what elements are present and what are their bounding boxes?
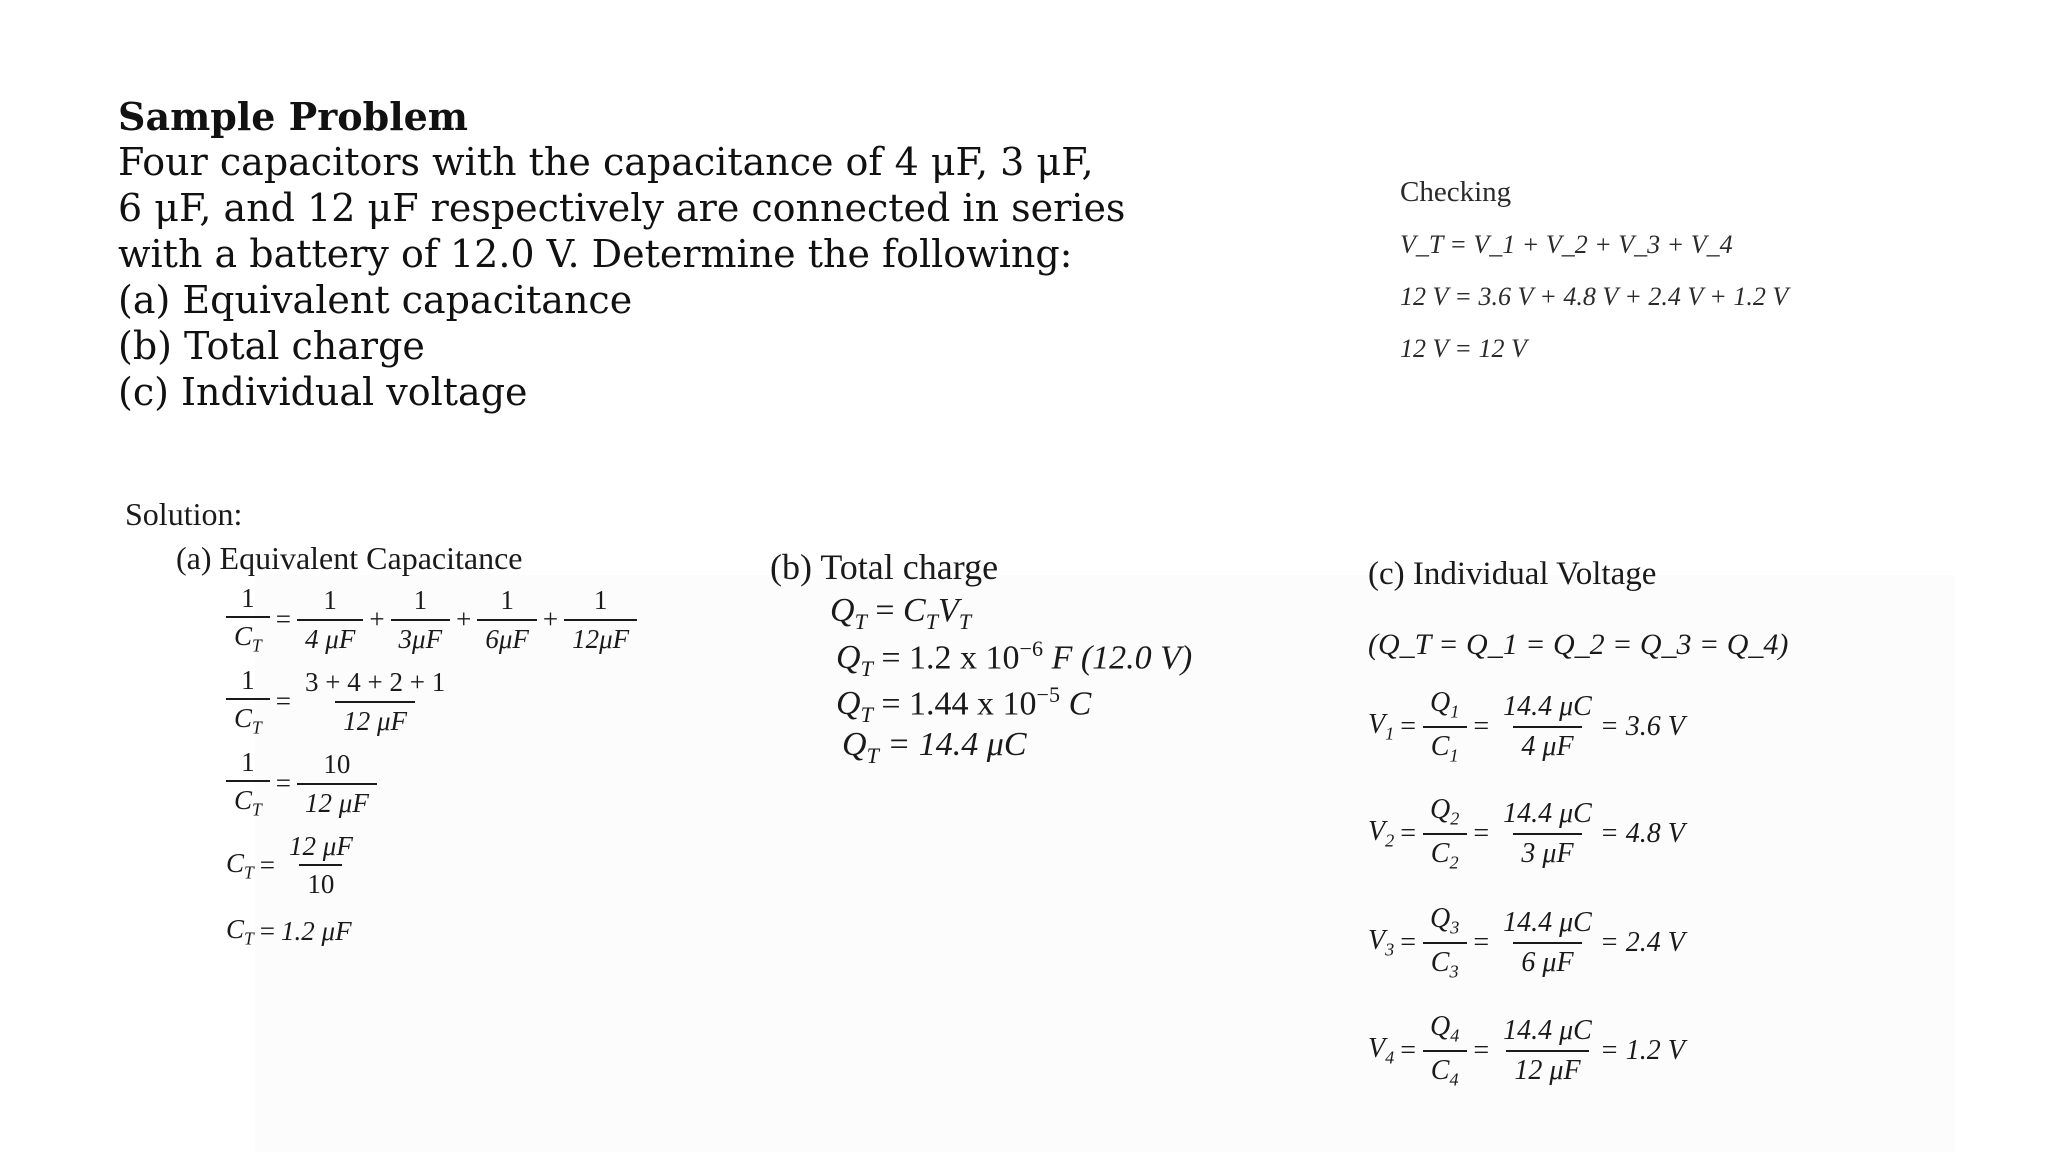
part-c-heading: (c) Individual Voltage [1368,556,1657,592]
problem-line-3: with a battery of 12.0 V. Determine the following: [118,232,1073,276]
checking-line-2: 12 V = 3.6 V + 4.8 V + 2.4 V + 1.2 V [1400,282,1789,311]
checking-title: Checking [1400,176,1512,208]
part-b-line-3: $Q_T = 1.44$ x $10^{-5}$ C [836,682,1092,728]
part-b-line-2: $Q_T = 1.2$ x $10^{-6}$ F (12.0 V) [836,636,1193,682]
checking-line-1: V_T = V_1 + V_2 + V_3 + V_4 [1400,230,1733,259]
problem-part-a: (a) Equivalent capacitance [118,278,633,322]
part-a-eq2: $\frac{1}{C_T}$ = $\frac{3 + 4 + 2 + 1}{12 \mu F}$ [226,666,453,737]
problem-title: Sample Problem [118,94,469,139]
lhs-fraction: $\frac{1}{C_T}$ [226,584,270,655]
term-fraction-2: $\frac{1}{3\mu F}$ [391,586,451,653]
voltage-row-1: $V_1$ = $\frac{Q_1}{C_1}$ = $\frac{14.4 \mu C}{4 \mu F}$ = 3.6 V [1368,687,1685,766]
part-b-result: $Q_T = 14.4$ μC [842,726,1027,768]
voltage-row-3: $V_3$ = $\frac{Q_3}{C_3}$ = $\frac{14.4 \mu C}{6 \mu F}$ = 2.4 V [1368,903,1685,982]
checking-line-3: 12 V = 12 V [1400,334,1527,363]
part-b-heading: (b) Total charge [770,547,999,587]
sum-fraction: $\frac{3 + 4 + 2 + 1}{12 \mu F}$ [305,667,446,736]
solution-label: Solution: [125,496,243,532]
problem-part-c: (c) Individual voltage [118,370,528,414]
problem-part-b: (b) Total charge [118,324,425,368]
part-a-eq1: $\frac{1}{C_T}$ = $\frac{1}{4 \mu F}$ + $\frac{1}{3\mu F}$ + $\frac{1}{6\mu F}$ + $\frac{1}{12\mu F}$ [226,584,637,655]
part-a-eq3: $\frac{1}{C_T}$ = $\frac{10}{12 \mu F}$ [226,748,377,819]
problem-line-2: 6 μF, and 12 μF respectively are connected in series [118,186,1126,230]
term-fraction-3: $\frac{1}{6\mu F}$ [477,586,537,653]
problem-line-1: Four capacitors with the capacitance of 4 μF, 3 μF, [118,140,1094,184]
part-a-heading: (a) Equivalent Capacitance [176,540,523,576]
part-c-equality: (Q_T = Q_1 = Q_2 = Q_3 = Q_4) [1368,628,1789,661]
part-b-formula: $Q_T = C_TV_T$ [830,592,972,634]
voltage-row-2: $V_2$ = $\frac{Q_2}{C_2}$ = $\frac{14.4 \mu C}{3 \mu F}$ = 4.8 V [1368,794,1685,873]
term-fraction-4: $\frac{1}{12\mu F}$ [564,586,637,653]
part-a-eq4: $C_T$ = $\frac{12 \mu F}{10}$ [226,831,353,900]
term-fraction-1: $\frac{1}{4 \mu F}$ [297,586,363,653]
voltage-row-4: $V_4$ = $\frac{Q_4}{C_4}$ = $\frac{14.4 \mu C}{12 \mu F}$ = 1.2 V [1368,1011,1685,1090]
part-a-result: $C_T$ = 1.2 μF [226,914,352,949]
